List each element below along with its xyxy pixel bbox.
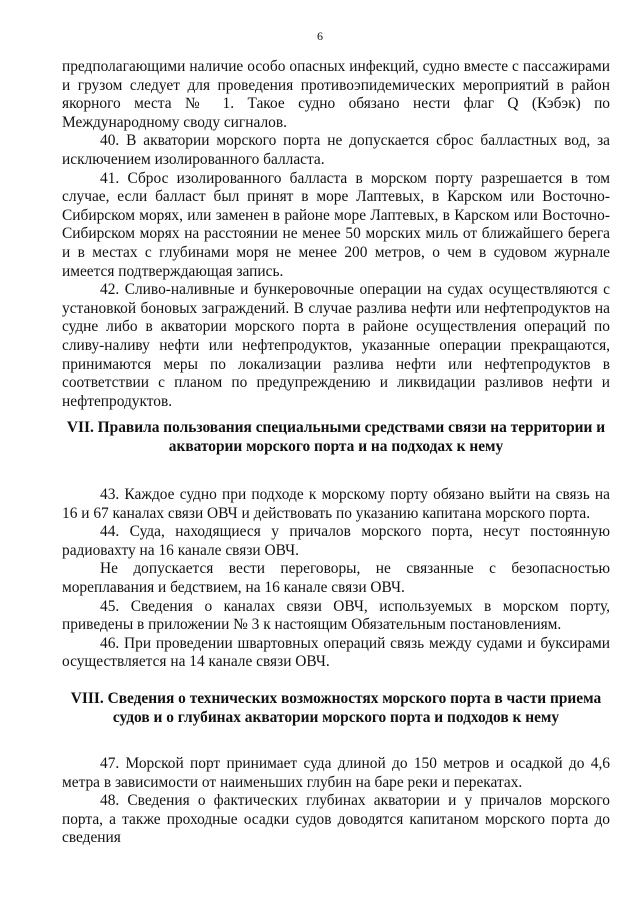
section-7-heading: VII. Правила пользования специальными средствами связи на территории и акватории морского порта и на подходах к нему [66,419,606,455]
paragraph-48: 48. Сведения о фактических глубинах акватории и у причалов морского порта, а также проходные осадки судов доводятся капитаном морского порта до сведения [62,792,610,847]
paragraph-43: 43. Каждое судно при подходе к морскому порту обязано выйти на связь на 16 и 67 каналах связи ОВЧ и действовать по указанию капитана морского порта. [62,486,610,522]
paragraph-47: 47. Морской порт принимает суда длиной до 150 метров и осадкой до 4,6 метра в зависимости от наименьших глубин на баре реки и перекатах. [62,755,610,791]
paragraph-41: 41. Сброс изолированного балласта в морском порту разрешается в том случае, если балласт был принят в море Лаптевых, в Карском или Восточно-Сибирском морях, или заменен в районе море Лаптевых, в Карском или Восточно-Сибирском морях на расстоянии не менее 50 морских миль от ближайшего берега и в местах с глубинами моря не менее 200 метров, о чем в судовом журнале имеется подтверждающая запись. [62,169,610,280]
text-block-3 [62,755,610,848]
paragraph-40: 40. В акватории морского порта не допускается сброс балластных вод, за исключением изолированного балласта. [62,132,610,168]
paragraph-45: 45. Сведения о каналах связи ОВЧ, используемых в морском порту, приведены в приложении № 3 к настоящим Обязательным постановлениям. [62,597,610,634]
paragraph-42: 42. Сливо-наливные и бункеровочные операции на судах осуществляются с установкой боновых заграждений. В случае разлива нефти или нефтепродуктов на судне либо в акватории морского порта в районе осуществления операций по сливу-наливу нефти или нефтепродуктов, указанные операции прекращаются, принимаются меры по локализации разлива нефти или нефтепродуктов в соответствии с планом по предупреждению и ликвидации разливов нефти и нефтепродуктов. [62,281,610,410]
text-block-1 [62,58,610,411]
text-block-2 [62,486,610,672]
paragraph-39-continued: предполагающими наличие особо опасных инфекций, судно вместе с пассажирами и грузом следует для проведения противоэпидемических мероприятий в район якорного места № 1. Такое судно обязано нести флаг Q (Кэбэк) по Международному своду сигналов. [62,58,610,131]
section-8-heading: VIII. Сведения о технических возможностях морского порта в части приема судов и о глубинах акватории морского порта и подходов к нему [70,690,602,726]
paragraph-44: 44. Суда, находящиеся у причалов морского порта, несут постоянную радиовахту на 16 канале связи ОВЧ. [62,523,610,559]
paragraph-46: 46. При проведении швартовных операций связь между судами и буксирами осуществляется на 14 канале связи ОВЧ. [62,634,610,671]
page-number: 6 [317,29,323,43]
paragraph-44-note: Не допускается вести переговоры, не связанные с безопасностью мореплавания и бедствием, на 16 канале связи ОВЧ. [62,560,610,596]
